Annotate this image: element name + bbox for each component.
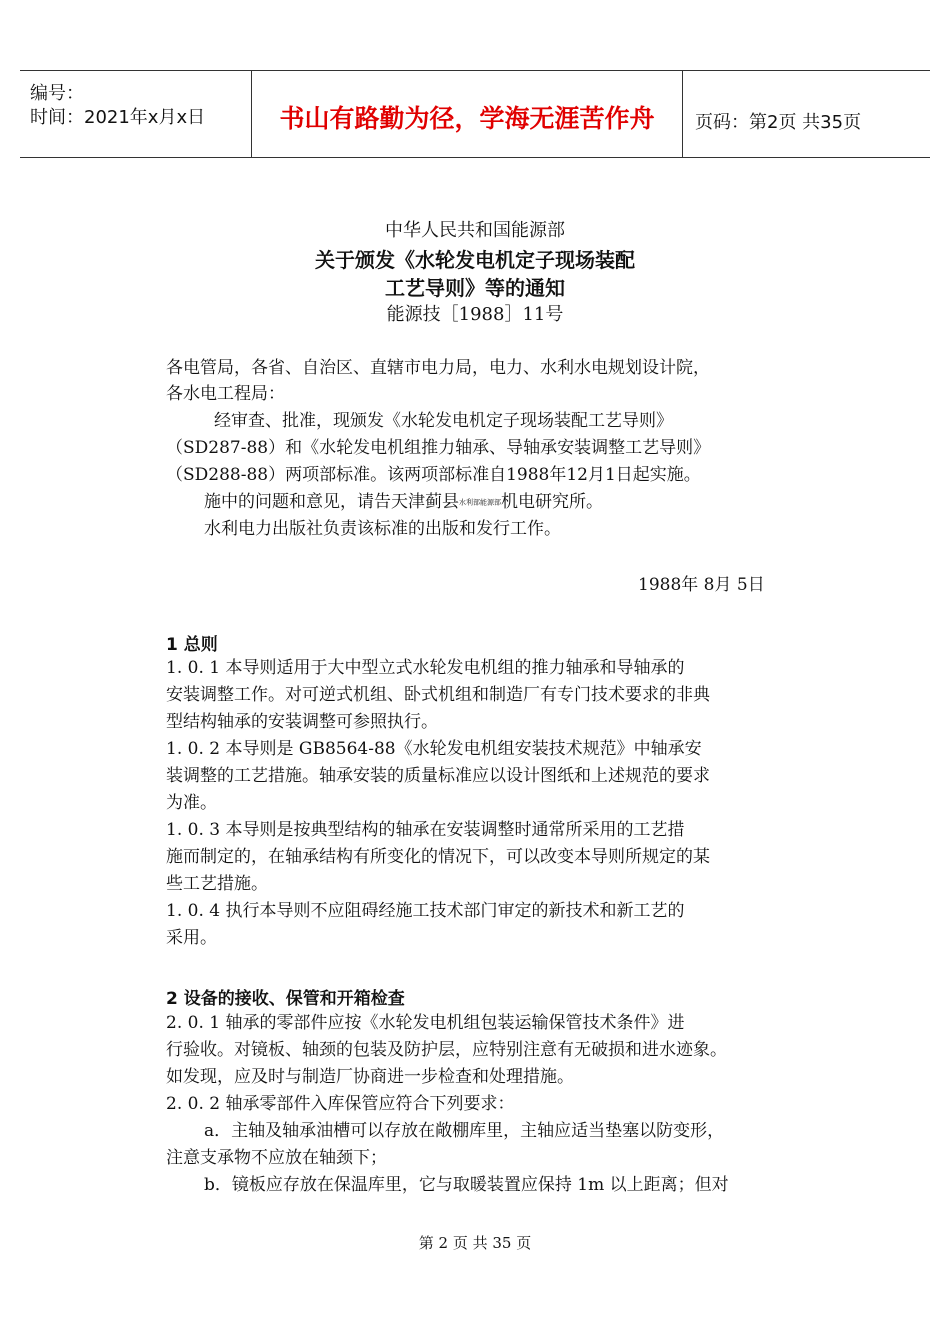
paragraph2-tiny-text: 水利部能源部	[459, 498, 501, 507]
section1-line: 1. 0. 2 本导则是 GB8564-88《水轮发电机组安装技术规范》中轴承安	[166, 739, 702, 759]
section1-line: 为准。	[166, 793, 217, 813]
section1-line: 安装调整工作。对可逆式机组、卧式机组和制造厂有专门技术要求的非典	[166, 685, 710, 705]
time-label: 时间：2021年x月x日	[30, 107, 206, 128]
section2-line: b．镜板应存放在保温库里，它与取暖装置应保持 1m 以上距离；但对	[204, 1175, 729, 1195]
page-info: 页码：第2页 共35页	[695, 112, 862, 133]
number-label: 编号：	[30, 83, 84, 104]
recipients-line2: 各水电工程局：	[166, 384, 285, 404]
header-motto-cell	[252, 71, 683, 157]
paragraph1-line1: 经审查、批准，现颁发《水轮发电机定子现场装配工艺导则》	[214, 411, 673, 431]
header-info-cell	[20, 71, 252, 157]
section1-heading: 1 总则	[166, 635, 218, 655]
section2-line: 2. 0. 2 轴承零部件入库保管应符合下列要求：	[166, 1094, 515, 1114]
section1-line: 施而制定的，在轴承结构有所变化的情况下，可以改变本导则所规定的某	[166, 847, 710, 867]
document-title-line1: 关于颁发《水轮发电机定子现场装配	[315, 248, 635, 272]
page-header	[20, 70, 930, 158]
notice-date: 1988年 8月 5日	[638, 575, 765, 595]
section1-line: 采用。	[166, 928, 217, 948]
paragraph2-text-a: 施中的问题和意见，请告天津蓟县	[204, 492, 459, 512]
section1-line: 1. 0. 1 本导则适用于大中型立式水轮发电机组的推力轴承和导轴承的	[166, 658, 685, 678]
document-title-line2: 工艺导则》等的通知	[385, 276, 565, 300]
section2-line: 如发现，应及时与制造厂协商进一步检查和处理措施。	[166, 1067, 574, 1087]
paragraph1-line2: （SD287-88）和《水轮发电机组推力轴承、导轴承安装调整工艺导则》	[166, 438, 711, 458]
paragraph2-text-b: 机电研究所。	[501, 492, 603, 512]
section2-line: 2. 0. 1 轴承的零部件应按《水轮发电机组包装运输保管技术条件》进	[166, 1013, 685, 1033]
section2-line: a．主轴及轴承油槽可以存放在敞棚库里，主轴应适当垫塞以防变形，	[204, 1121, 725, 1141]
paragraph3: 水利电力出版社负责该标准的出版和发行工作。	[204, 519, 561, 539]
section1-line: 装调整的工艺措施。轴承安装的质量标准应以设计图纸和上述规范的要求	[166, 766, 710, 786]
recipients-line1: 各电管局，各省、自治区、直辖市电力局，电力、水利水电规划设计院，	[166, 358, 710, 378]
paragraph2	[204, 491, 603, 514]
ministry-name: 中华人民共和国能源部	[385, 220, 565, 241]
section1-line: 1. 0. 4 执行本导则不应阻碍经施工技术部门审定的新技术和新工艺的	[166, 901, 685, 921]
section2-heading: 2 设备的接收、保管和开箱检查	[166, 989, 405, 1009]
page-footer: 第 2 页 共 35 页	[418, 1234, 532, 1252]
paragraph1-line3: （SD288-88）两项部标准。该两项部标准自1988年12月1日起实施。	[166, 465, 701, 485]
header-page-cell	[683, 71, 930, 157]
motto-text: 书山有路勤为径，学海无涯苦作舟	[279, 104, 655, 133]
section2-line: 注意支承物不应放在轴颈下；	[166, 1148, 387, 1168]
section1-line: 些工艺措施。	[166, 874, 268, 894]
section1-line: 型结构轴承的安装调整可参照执行。	[166, 712, 438, 732]
section2-line: 行验收。对镜板、轴颈的包装及防护层，应特别注意有无破损和进水迹象。	[166, 1040, 727, 1060]
section1-line: 1. 0. 3 本导则是按典型结构的轴承在安装调整时通常所采用的工艺措	[166, 820, 685, 840]
document-number: 能源技［1988］11号	[386, 304, 564, 325]
